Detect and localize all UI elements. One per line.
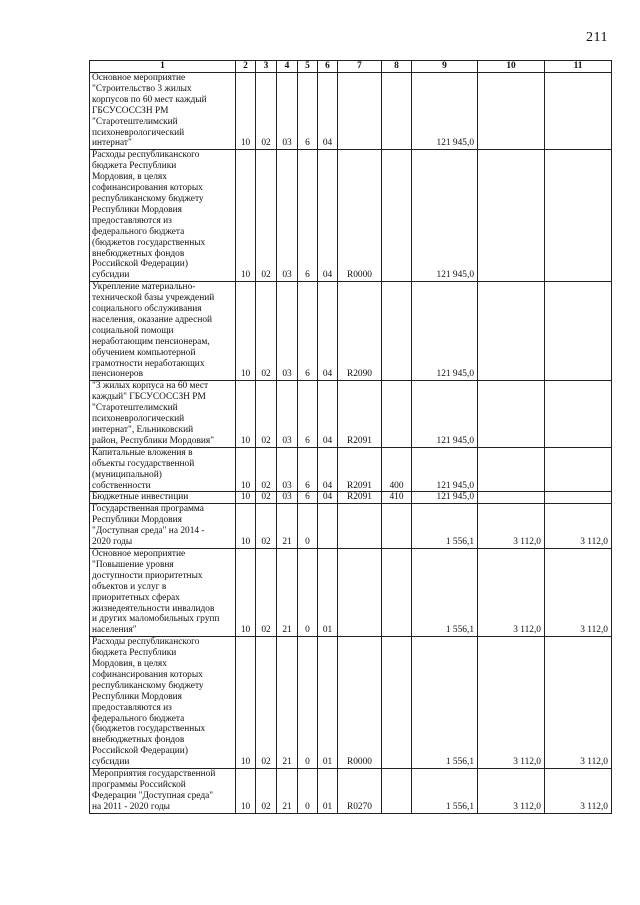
column-2-cell: 10 (236, 769, 256, 814)
column-7-cell (338, 504, 382, 549)
column-header: 3 (256, 61, 277, 73)
column-10-cell: 3 112,0 (478, 504, 545, 549)
column-2-cell: 10 (236, 492, 256, 504)
column-11-cell: 3 112,0 (545, 548, 612, 636)
column-5-cell: 6 (298, 150, 318, 282)
column-2-cell: 10 (236, 637, 256, 769)
column-11-cell (545, 447, 612, 492)
column-3-cell: 02 (256, 73, 277, 150)
column-10-cell (478, 381, 545, 447)
column-6-cell: 04 (318, 73, 338, 150)
column-7-cell: R2091 (338, 492, 382, 504)
column-4-cell: 03 (277, 282, 298, 381)
column-5-cell: 0 (298, 769, 318, 814)
column-9-cell: 121 945,0 (412, 447, 478, 492)
column-8-cell (382, 769, 412, 814)
column-4-cell: 03 (277, 381, 298, 447)
column-8-cell (382, 548, 412, 636)
table-row (90, 447, 612, 492)
table-row (90, 492, 612, 504)
column-5-cell: 6 (298, 492, 318, 504)
row-name-cell: "3 жилых корпуса на 60 мест каждый" ГБСУСОССЗН РМ "Старотештелимский психоневрологический интернат", Ельниковский район, Республики Мордовия" (90, 381, 236, 447)
column-header: 7 (338, 61, 382, 73)
page-number: 211 (586, 30, 608, 45)
column-2-cell: 10 (236, 504, 256, 549)
column-6-cell: 04 (318, 282, 338, 381)
column-8-cell: 410 (382, 492, 412, 504)
column-5-cell: 6 (298, 73, 318, 150)
column-7-cell: R2091 (338, 447, 382, 492)
column-9-cell: 121 945,0 (412, 381, 478, 447)
column-6-cell: 01 (318, 637, 338, 769)
column-header: 8 (382, 61, 412, 73)
column-9-cell: 1 556,1 (412, 548, 478, 636)
column-5-cell: 6 (298, 282, 318, 381)
budget-table (89, 60, 612, 814)
column-4-cell: 03 (277, 447, 298, 492)
column-4-cell: 21 (277, 504, 298, 549)
column-8-cell (382, 150, 412, 282)
column-11-cell (545, 73, 612, 150)
column-3-cell: 02 (256, 282, 277, 381)
column-3-cell: 02 (256, 548, 277, 636)
column-3-cell: 02 (256, 492, 277, 504)
row-name-cell: Государственная программа Республики Мордовия "Доступная среда" на 2014 - 2020 годы (90, 504, 236, 549)
column-10-cell (478, 73, 545, 150)
column-7-cell: R0270 (338, 769, 382, 814)
column-9-cell: 121 945,0 (412, 73, 478, 150)
column-8-cell (382, 381, 412, 447)
row-name-cell: Бюджетные инвестиции (90, 492, 236, 504)
column-9-cell: 121 945,0 (412, 282, 478, 381)
column-3-cell: 02 (256, 769, 277, 814)
row-name-cell: Основное мероприятие "Повышение уровня доступности приоритетных объектов и услуг в приоритетных сферах жизнедеятельности инвалидов и других маломобильных групп населения" (90, 548, 236, 636)
column-4-cell: 21 (277, 548, 298, 636)
column-9-cell: 1 556,1 (412, 504, 478, 549)
column-10-cell: 3 112,0 (478, 548, 545, 636)
column-2-cell: 10 (236, 381, 256, 447)
column-header: 4 (277, 61, 298, 73)
column-8-cell: 400 (382, 447, 412, 492)
column-9-cell: 1 556,1 (412, 637, 478, 769)
column-6-cell (318, 504, 338, 549)
table-body (90, 73, 612, 814)
table-row (90, 150, 612, 282)
column-10-cell (478, 492, 545, 504)
column-11-cell (545, 492, 612, 504)
column-11-cell (545, 150, 612, 282)
column-8-cell (382, 504, 412, 549)
column-6-cell: 04 (318, 447, 338, 492)
column-6-cell: 04 (318, 381, 338, 447)
column-5-cell: 6 (298, 447, 318, 492)
column-5-cell: 0 (298, 504, 318, 549)
column-10-cell (478, 447, 545, 492)
column-5-cell: 6 (298, 381, 318, 447)
column-11-cell: 3 112,0 (545, 637, 612, 769)
column-3-cell: 02 (256, 504, 277, 549)
row-name-cell: Расходы республиканского бюджета Республики Мордовия, в целях софинансирования которых республиканскому бюджету Республики Мордовия предоставляются из федерального бюджета (бюджетов государственных внебюджетных фондов Российской Федерации) субсидии (90, 150, 236, 282)
table-row (90, 769, 612, 814)
column-11-cell: 3 112,0 (545, 769, 612, 814)
column-3-cell: 02 (256, 447, 277, 492)
column-header: 1 (90, 61, 236, 73)
column-10-cell: 3 112,0 (478, 769, 545, 814)
column-header: 11 (545, 61, 612, 73)
row-name-cell: Мероприятия государственной программы Российской Федерации "Доступная среда" на 2011 - 2020 годы (90, 769, 236, 814)
column-header: 9 (412, 61, 478, 73)
column-10-cell (478, 282, 545, 381)
column-4-cell: 21 (277, 637, 298, 769)
column-8-cell (382, 282, 412, 381)
column-2-cell: 10 (236, 282, 256, 381)
column-7-cell (338, 548, 382, 636)
column-header: 10 (478, 61, 545, 73)
column-3-cell: 02 (256, 381, 277, 447)
table-row (90, 504, 612, 549)
column-3-cell: 02 (256, 637, 277, 769)
column-2-cell: 10 (236, 447, 256, 492)
column-7-cell: R2090 (338, 282, 382, 381)
row-name-cell: Укрепление материально- технической базы учреждений социального обслуживания населения, оказание адресной социальной помощи неработающим пенсионерам, обучением компьютерной грамотности неработающих пенсионеров (90, 282, 236, 381)
table-row (90, 73, 612, 150)
column-8-cell (382, 73, 412, 150)
row-name-cell: Капитальные вложения в объекты государственной (муниципальной) собственности (90, 447, 236, 492)
column-7-cell: R0000 (338, 637, 382, 769)
column-9-cell: 121 945,0 (412, 150, 478, 282)
column-6-cell: 01 (318, 769, 338, 814)
column-7-cell: R2091 (338, 381, 382, 447)
column-6-cell: 04 (318, 150, 338, 282)
column-11-cell: 3 112,0 (545, 504, 612, 549)
column-6-cell: 04 (318, 492, 338, 504)
column-8-cell (382, 637, 412, 769)
column-9-cell: 121 945,0 (412, 492, 478, 504)
column-11-cell (545, 282, 612, 381)
row-name-cell: Расходы республиканского бюджета Республики Мордовия, в целях софинансирования которых республиканскому бюджету Республики Мордовия предоставляются из федерального бюджета (бюджетов государственных внебюджетных фондов Российской Федерации) субсидии (90, 637, 236, 769)
table-header-row (90, 61, 612, 73)
column-3-cell: 02 (256, 150, 277, 282)
column-4-cell: 03 (277, 73, 298, 150)
table-row (90, 637, 612, 769)
table-row (90, 282, 612, 381)
column-2-cell: 10 (236, 73, 256, 150)
column-6-cell: 01 (318, 548, 338, 636)
column-header: 6 (318, 61, 338, 73)
column-4-cell: 03 (277, 492, 298, 504)
column-5-cell: 0 (298, 637, 318, 769)
column-2-cell: 10 (236, 548, 256, 636)
column-4-cell: 21 (277, 769, 298, 814)
row-name-cell: Основное мероприятие "Строительство 3 жилых корпусов по 60 мест каждый ГБСУСОССЗН РМ "Старотештелимский психоневрологический интернат" (90, 73, 236, 150)
table-row (90, 381, 612, 447)
column-10-cell: 3 112,0 (478, 637, 545, 769)
column-7-cell (338, 73, 382, 150)
column-header: 2 (236, 61, 256, 73)
column-7-cell: R0000 (338, 150, 382, 282)
column-11-cell (545, 381, 612, 447)
column-9-cell: 1 556,1 (412, 769, 478, 814)
column-2-cell: 10 (236, 150, 256, 282)
table-row (90, 548, 612, 636)
column-4-cell: 03 (277, 150, 298, 282)
column-header: 5 (298, 61, 318, 73)
column-10-cell (478, 150, 545, 282)
column-5-cell: 0 (298, 548, 318, 636)
